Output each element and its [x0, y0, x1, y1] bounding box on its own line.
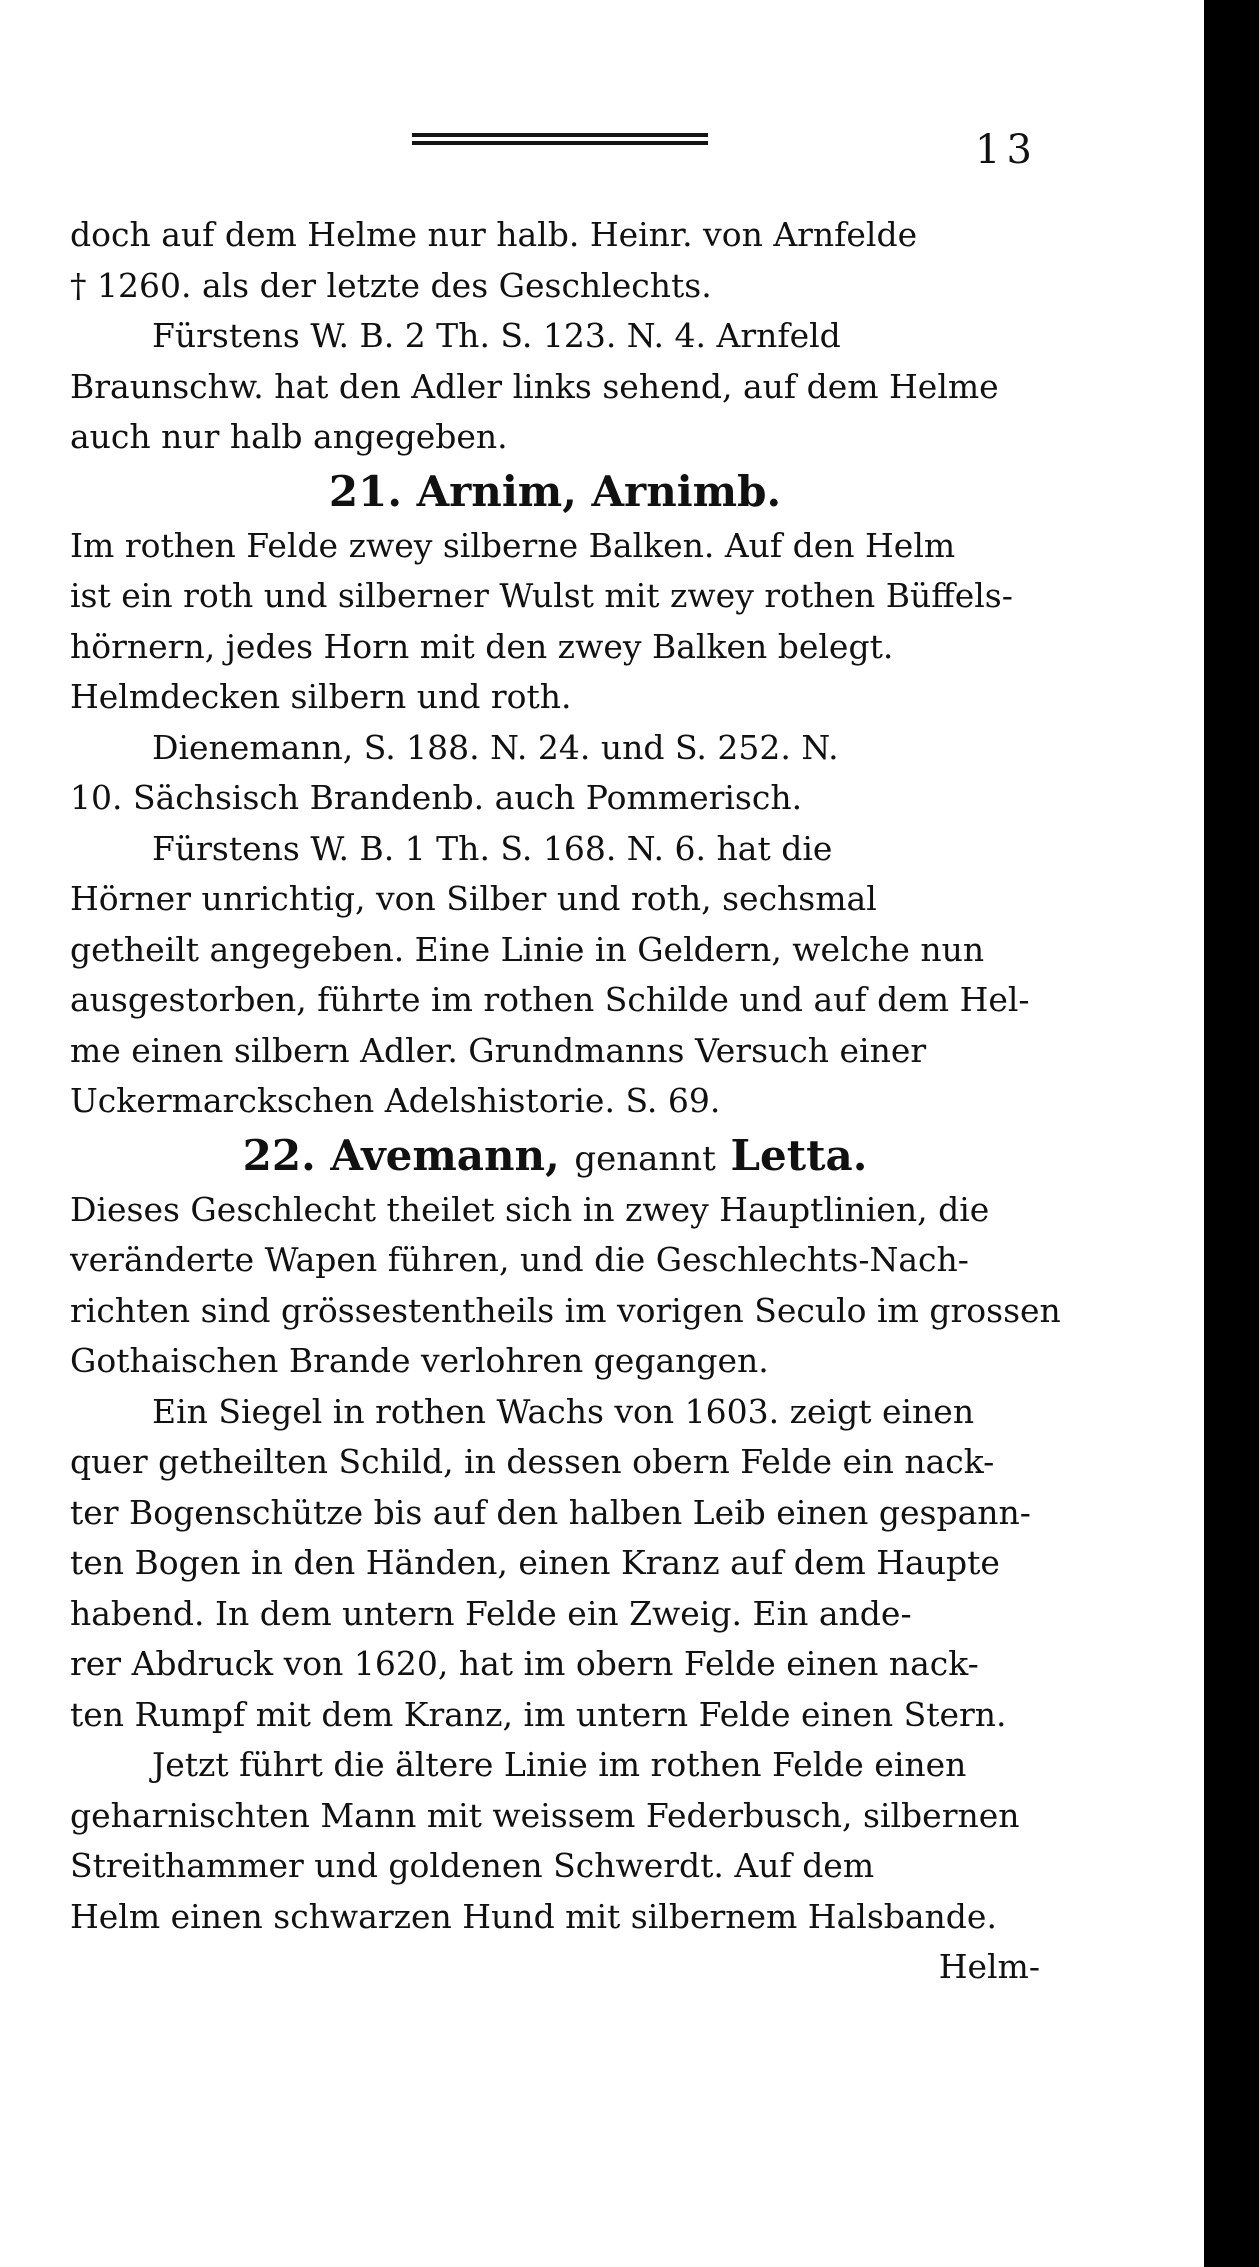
page-body	[70, 210, 1061, 1993]
scan-edge	[1204, 0, 1259, 2267]
text-line: richten sind grössestentheils im vorigen Seculo im grossen	[70, 1290, 1061, 1330]
text-line: Dieses Geschlecht theilet sich in zwey Hauptlinien, die	[70, 1189, 990, 1229]
text-line: quer getheilten Schild, in dessen obern Felde ein nack-	[70, 1442, 995, 1481]
text-line: hörnern, jedes Horn mit den zwey Balken belegt.	[70, 626, 894, 666]
text-line: Helm einen schwarzen Hund mit silbernem Halsbande.	[70, 1896, 997, 1936]
text-line: doch auf dem Helme nur halb. Heinr. von Arnfelde	[70, 215, 918, 254]
paragraph	[70, 210, 1040, 311]
text-line: getheilt angegeben. Eine Linie in Geldern, welche nun	[70, 929, 985, 969]
text-line: veränderte Wapen führen, und die Geschlechts-Nach-	[70, 1240, 969, 1279]
section-heading	[70, 1127, 1040, 1185]
paragraph	[70, 1740, 1040, 1942]
paragraph	[70, 311, 1040, 463]
text-line: Im rothen Felde zwey silberne Balken. Auf den Helm	[70, 525, 956, 565]
section-heading-title: 21. Arnim, Arnimb.	[328, 466, 782, 516]
text-line: 10. Sächsisch Brandenb. auch Pommerisch.	[70, 778, 803, 817]
text-line: ter Bogenschütze bis auf den halben Leib einen gespann-	[70, 1492, 1031, 1532]
text-line: Fürstens W. B. 2 Th. S. 123. N. 4. Arnfeld	[152, 316, 841, 355]
text-line: geharnischten Mann mit weissem Federbusch, silbernen	[70, 1795, 1020, 1835]
text-line: Uckermarckschen Adelshistorie. S. 69.	[70, 1081, 721, 1120]
section-heading	[70, 463, 1040, 521]
text-line: Braunschw. hat den Adler links sehend, auf dem Helme	[70, 366, 999, 406]
text-line: ist ein roth und silberner Wulst mit zwey rothen Büffels-	[70, 576, 1013, 615]
text-line: Helmdecken silbern und roth.	[70, 677, 572, 716]
section-heading-subtitle: genannt	[574, 1138, 716, 1179]
text-line: Gothaischen Brande verlohren gegangen.	[70, 1341, 769, 1380]
catchword	[70, 1942, 1040, 1993]
section-heading-name: Letta.	[730, 1130, 868, 1180]
text-line: Streithammer und goldenen Schwerdt. Auf dem	[70, 1846, 875, 1885]
section-heading-title: 22. Avemann,	[242, 1130, 560, 1180]
paragraph	[70, 1387, 1040, 1741]
header-rule	[412, 133, 708, 147]
text-line: Hörner unrichtig, von Silber und roth, sechsmal	[70, 879, 877, 918]
text-line: ten Rumpf mit dem Kranz, im untern Felde einen Stern.	[70, 1694, 1007, 1734]
text-line: rer Abdruck von 1620, hat im obern Felde einen nack-	[70, 1644, 979, 1683]
paragraph	[70, 824, 1040, 1127]
text-line: ten Bogen in den Händen, einen Kranz auf dem Haupte	[70, 1543, 1000, 1582]
page-number: 13	[975, 127, 1038, 173]
text-line: me einen silbern Adler. Grundmanns Versuch einer	[70, 1030, 927, 1070]
text-line: Ein Siegel in rothen Wachs von 1603. zeigt einen	[152, 1391, 975, 1431]
text-line: auch nur halb angegeben.	[70, 417, 508, 456]
text-line: Dienemann, S. 188. N. 24. und S. 252. N.	[152, 727, 839, 767]
paragraph	[70, 1185, 1061, 1387]
paragraph	[70, 723, 1040, 824]
text-line: Jetzt führt die ältere Linie im rothen Felde einen	[152, 1745, 967, 1784]
paragraph	[70, 521, 1040, 723]
header-rule-line	[412, 133, 708, 137]
header-rule-line	[412, 141, 708, 145]
catchword-text: Helm-	[938, 1947, 1040, 1986]
text-line: Fürstens W. B. 1 Th. S. 168. N. 6. hat die	[152, 828, 833, 868]
text-line: habend. In dem untern Felde ein Zweig. Ein ande-	[70, 1593, 912, 1633]
text-line: † 1260. als der letzte des Geschlechts.	[70, 265, 712, 305]
text-line: ausgestorben, führte im rothen Schilde und auf dem Hel-	[70, 980, 1030, 1019]
